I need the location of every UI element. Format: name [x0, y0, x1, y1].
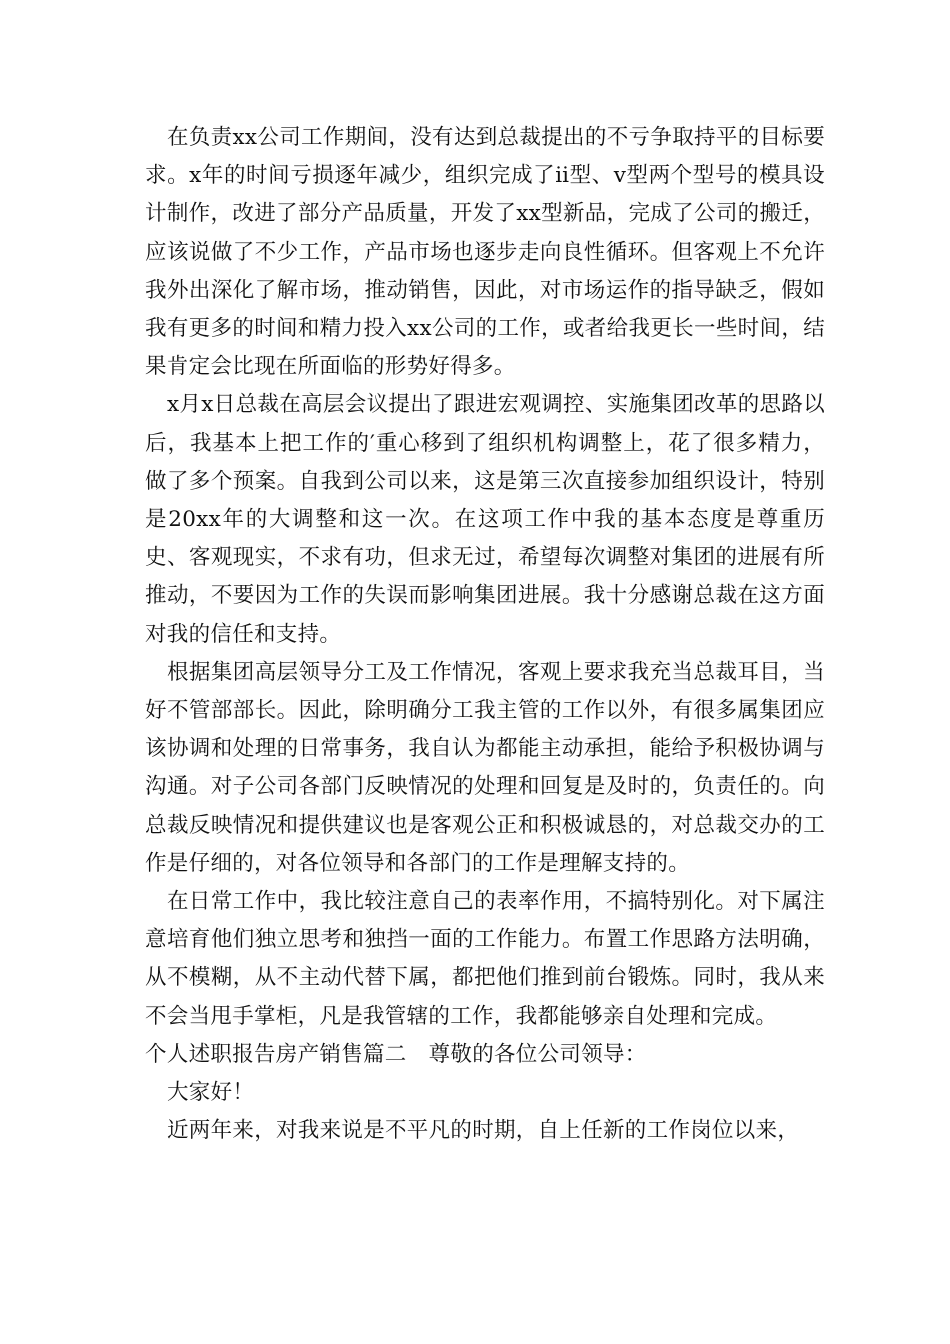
section-title: 个人述职报告房产销售篇二 [145, 1041, 407, 1067]
salutation: 尊敬的各位公司领导： [428, 1041, 647, 1067]
paragraph-3: 根据集团高层领导分工及工作情况，客观上要求我充当总裁耳目，当好不管部部长。因此，除明确分工我主管的工作以外，有很多属集团应该协调和处理的日常事务，我自认为都能主动承担，能给予积极协调与沟通。对子公司各部门反映情况的处理和回复是及时的，负责任的。向总裁反映情况和提供建议也是客观公正和积极诚恳的，对总裁交办的工作是仔细的，对各位领导和各部门的工作是理解支持的。 [145, 659, 825, 876]
paragraph-5: 近两年来，对我来说是不平凡的时期，自上任新的工作岗位以来， [167, 1118, 800, 1144]
paragraph-4: 在日常工作中，我比较注意自己的表率作用，不搞特别化。对下属注意培育他们独立思考和独挡一面的工作能力。布置工作思路方法明确，从不模糊，从不主动代替下属，都把他们推到前台锻炼。同时，我从来不会当甩手掌柜，凡是我管辖的工作，我都能够亲自处理和完成。 [145, 889, 825, 1029]
document-body [145, 119, 825, 1150]
paragraph-1: 在负责xx公司工作期间，没有达到总裁提出的不亏争取持平的目标要求。x年的时间亏损逐年减少，组织完成了ⅱ型、ⅴ型两个型号的模具设计制作，改进了部分产品质量，开发了xx型新品，完成了公司的搬迁，应该说做了不少工作，产品市场也逐步走向良性循环。但客观上不允许我外出深化了解市场，推动销售，因此，对市场运作的指导缺乏，假如我有更多的时间和精力投入xx公司的工作，或者给我更长一些时间，结果肯定会比现在所面临的形势好得多。 [145, 125, 825, 380]
section-heading-line [145, 1036, 825, 1074]
paragraph-2: x月x日总裁在高层会议提出了跟进宏观调控、实施集团改革的思路以后，我基本上把工作的′重心移到了组织机构调整上，花了很多精力，做了多个预案。自我到公司以来，这是第三次直接参加组织设计，特别是20xx年的大调整和这一次。在这项工作中我的基本态度是尊重历史、客观现实，不求有功，但求无过，希望每次调整对集团的进展有所推动，不要因为工作的失误而影响集团进展。我十分感谢总裁在这方面对我的信任和支持。 [145, 392, 825, 647]
greeting: 大家好！ [167, 1080, 255, 1106]
